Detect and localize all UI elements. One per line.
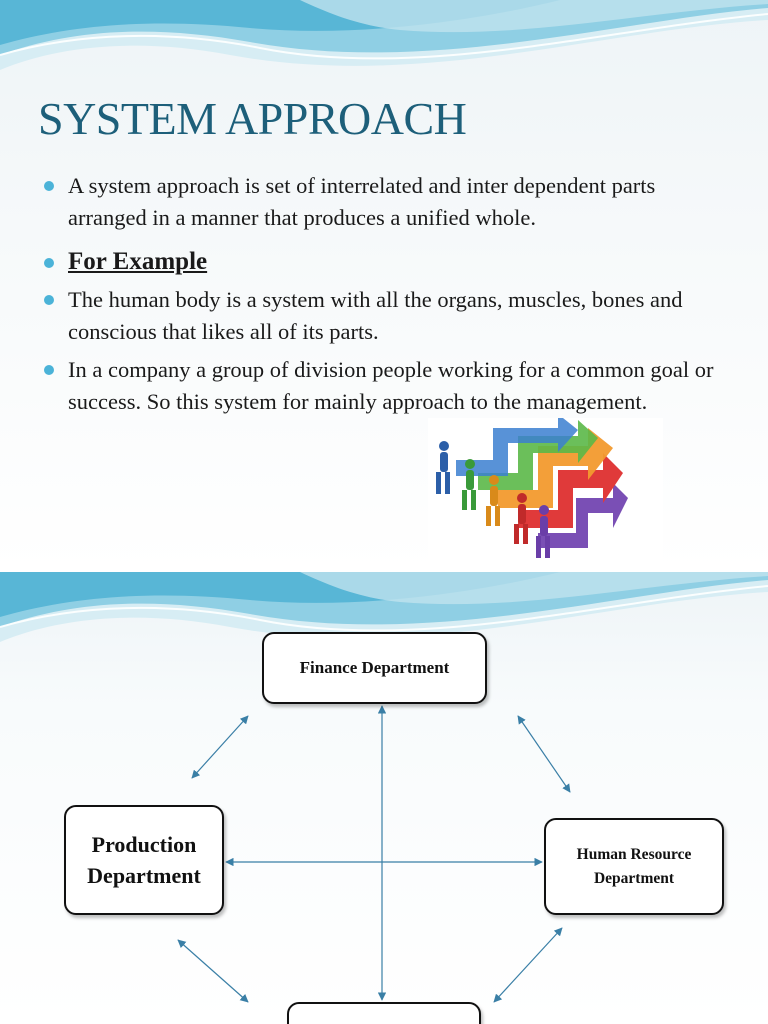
bullet-text: A system approach is set of interrelated and inter dependent parts arranged in a manner that produces a unified whole. <box>68 173 656 230</box>
bottom-department-box <box>287 1002 481 1024</box>
hr-label-line2: Department <box>593 869 675 887</box>
bullet-icon <box>44 181 54 191</box>
production-department-box <box>64 805 224 915</box>
bullet-icon <box>44 258 54 268</box>
bullet-icon <box>44 295 54 305</box>
bullet-icon <box>44 365 54 375</box>
list-item <box>44 284 724 348</box>
arrow-production-bottom <box>178 940 248 1002</box>
production-label-line2: Department <box>87 863 201 888</box>
hr-label-line1: Human Resource <box>576 845 692 863</box>
human-resource-department-box <box>544 818 724 915</box>
bullet-list <box>44 170 724 418</box>
people-climbing-arrow-stairs-icon <box>428 418 663 563</box>
list-item-heading <box>44 246 724 278</box>
arrow-hr-bottom <box>494 928 562 1002</box>
list-item <box>44 170 724 234</box>
finance-department-label: Finance Department <box>299 658 450 677</box>
bullet-text: In a company a group of division people working for a common goal or success. So this system for mainly approach to the management. <box>68 357 714 414</box>
slide-title: SYSTEM APPROACH <box>38 93 467 144</box>
arrow-finance-hr <box>518 716 570 792</box>
slide-department-diagram <box>0 572 768 1024</box>
finance-department-box <box>262 632 487 704</box>
bullet-heading-text: For Example <box>68 248 208 275</box>
arrow-finance-production <box>192 716 248 778</box>
list-item <box>44 354 724 418</box>
header-swoosh-decoration <box>0 0 768 95</box>
production-label-line1: Production <box>91 832 197 857</box>
bullet-text: The human body is a system with all the organs, muscles, bones and conscious that likes all of its parts. <box>68 287 683 344</box>
